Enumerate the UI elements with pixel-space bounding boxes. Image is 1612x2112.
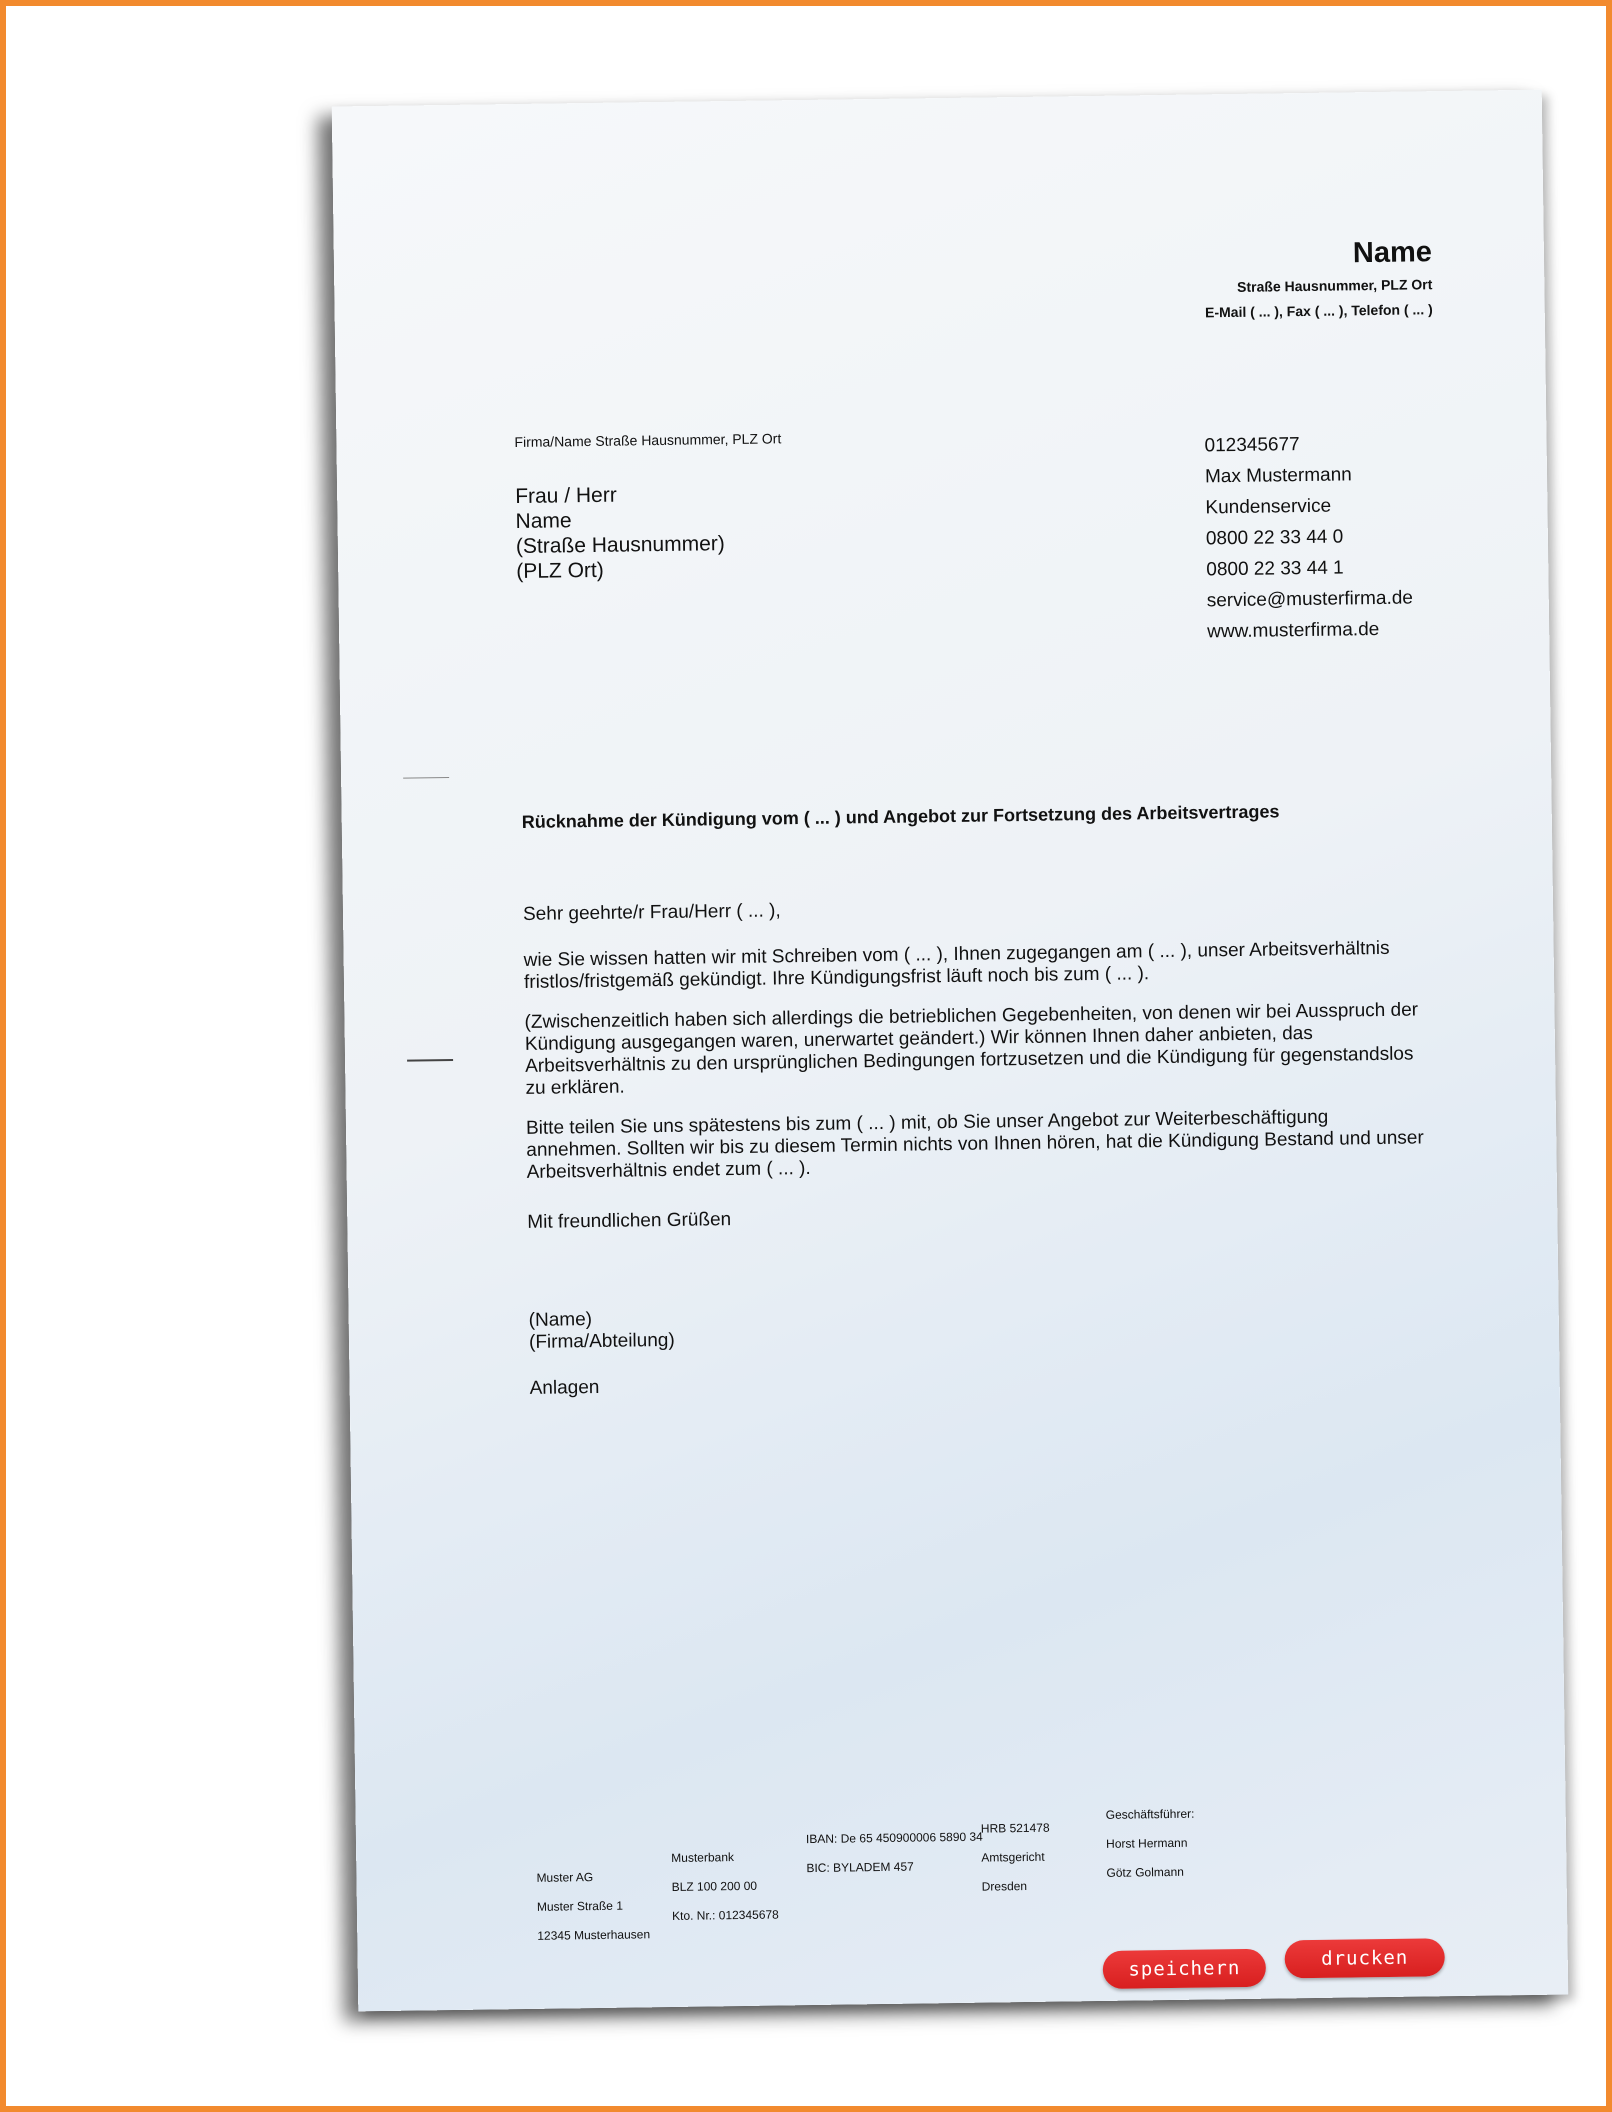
footer-line: BLZ 100 200 00 [671, 1878, 758, 1894]
footer-line: Kto. Nr.: 012345678 [671, 1907, 779, 1923]
recipient-address [515, 481, 725, 584]
footer-line: Horst Hermann [1105, 1835, 1188, 1851]
contact-phone: 0800 22 33 44 0 [1205, 526, 1344, 550]
sender-contact: E-Mail ( ... ), Fax ( ... ), Telefon ( ... ) [1204, 301, 1433, 321]
recipient-street: (Straße Hausnummer) [515, 532, 725, 559]
body-paragraph-1: wie Sie wissen hatten wir mit Schreiben vom ( ... ), Ihnen zugegangen am ( ... ), unser Arbeitsverhältnis fristlos/fristgemäß gekündigt. Ihre Kündigungsfrist läuft noch bis zum ( ... ). [523, 937, 1390, 993]
contact-web: www.musterfirma.de [1207, 618, 1380, 643]
recipient-salutation: Frau / Herr [515, 483, 617, 509]
footer-register [981, 1814, 1051, 1902]
footer-line: Muster AG [536, 1870, 594, 1885]
save-button[interactable]: speichern [1103, 1949, 1267, 1989]
footer-line: Muster Straße 1 [536, 1898, 624, 1914]
letter-subject: Rücknahme der Kündigung vom ( ... ) und Angebot zur Fortsetzung des Arbeitsvertrages [521, 801, 1280, 832]
footer-line: Musterbank [671, 1850, 735, 1865]
fold-mark-top [403, 777, 449, 779]
recipient-city: (PLZ Ort) [516, 558, 604, 584]
footer-line: Götz Golmann [1106, 1864, 1184, 1880]
contact-department: Kundenservice [1205, 495, 1332, 519]
letter-document [332, 90, 1568, 2012]
attachments-label: Anlagen [529, 1376, 600, 1399]
return-address-line: Firma/Name Straße Hausnummer, PLZ Ort [514, 430, 782, 451]
footer-line: Geschäftsführer: [1105, 1806, 1195, 1822]
contact-reference: 012345677 [1204, 434, 1300, 457]
letter-closing: Mit freundlichen Grüßen [527, 1209, 732, 1233]
letter-body [523, 891, 1430, 1418]
body-paragraph-2: (Zwischenzeitlich haben sich allerdings die betrieblichen Gegebenheiten, von denen wir bei Ausspruch der Kündigung ausgegangen waren, unerwartet geändert.) Wir können Ihnen daher anbieten, das Arbeitsverhältnis zu den ursprünglichen Bedingungen fortzusetzen und die Kündigung für gegenstandslos zu erklären. [524, 999, 1419, 1099]
footer-line: Amtsgericht [981, 1849, 1045, 1865]
footer-bank [671, 1842, 779, 1930]
sender-name: Name [1352, 236, 1433, 270]
footer-management [1105, 1800, 1195, 1888]
print-button[interactable]: drucken [1284, 1938, 1445, 1978]
signature-name: (Name) [528, 1309, 593, 1331]
footer-line: HRB 521478 [980, 1820, 1050, 1836]
punch-mark [407, 1059, 453, 1062]
contact-fax: 0800 22 33 44 1 [1206, 557, 1344, 581]
footer-company [536, 1862, 650, 1951]
footer-line: 12345 Musterhausen [537, 1927, 651, 1943]
footer-line: Dresden [981, 1879, 1028, 1894]
letter-greeting: Sehr geehrte/r Frau/Herr ( ... ), [522, 900, 781, 925]
contact-person: Max Mustermann [1204, 464, 1352, 488]
footer-iban [806, 1823, 984, 1883]
footer-line: BIC: BYLADEM 457 [806, 1859, 914, 1876]
signature-department: (Firma/Abteilung) [528, 1329, 675, 1353]
contact-email: service@musterfirma.de [1206, 587, 1414, 612]
contact-block [1204, 428, 1413, 648]
sender-address: Straße Hausnummer, PLZ Ort [1236, 276, 1433, 295]
body-paragraph-3: Bitte teilen Sie uns spätestens bis zum ( ... ) mit, ob Sie unser Angebot zur Weiterbeschäftigung annehmen. Sollten wir bis zu diesem Termin nichts von Ihnen hören, hat die Kündigung Bestand und unser Arbeitsverhältnis endet zum ( ... ). [525, 1106, 1424, 1183]
footer-line: IBAN: De 65 450900006 5890 34 [805, 1829, 983, 1847]
recipient-name: Name [515, 509, 572, 534]
